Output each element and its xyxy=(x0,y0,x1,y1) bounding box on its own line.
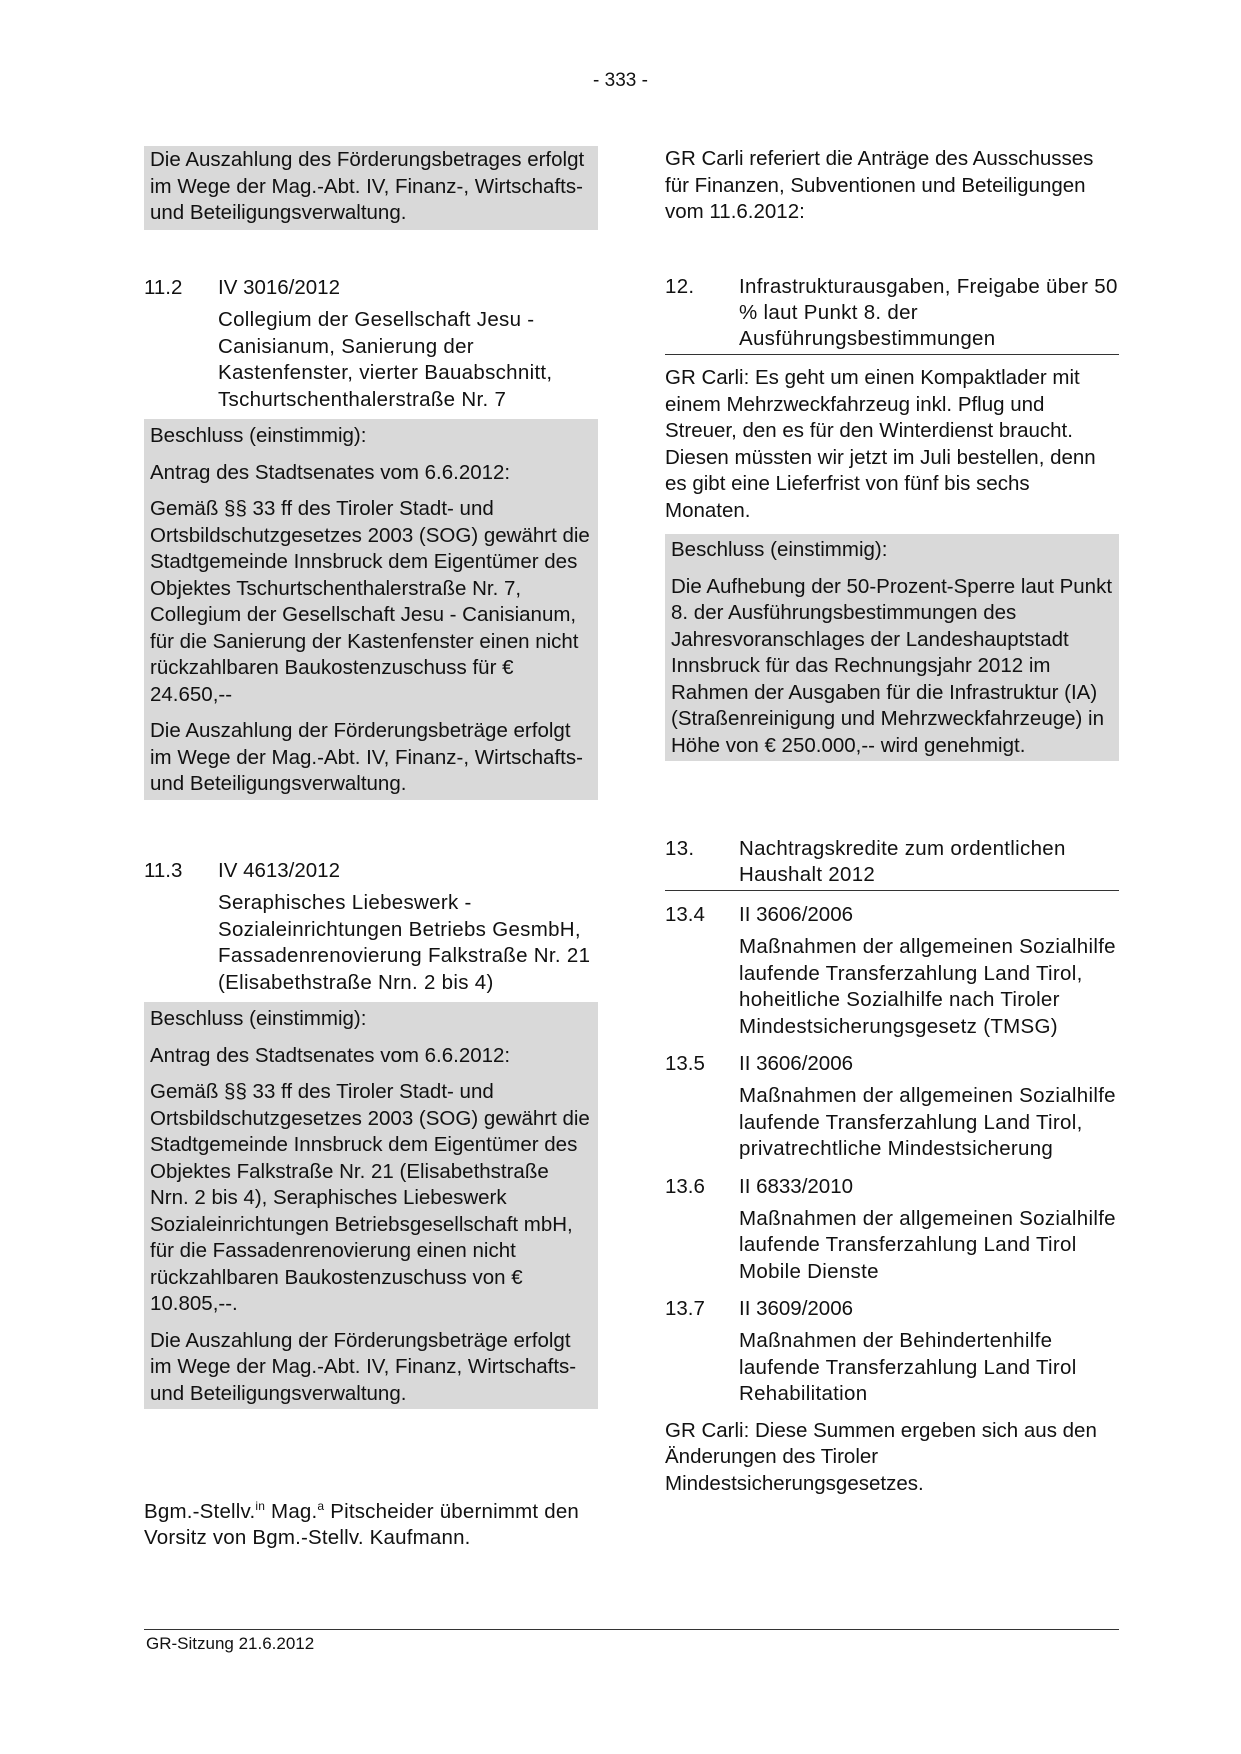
item-11-2-resolution-box xyxy=(144,419,598,800)
item-number: 11.3 xyxy=(144,859,183,882)
item-number: 13.6 xyxy=(665,1174,705,1198)
chair-sup-1: in xyxy=(255,1499,266,1513)
item-number: 13.7 xyxy=(665,1297,705,1320)
payout-text: Die Auszahlung der Förderungsbeträge erfolgt im Wege der Mag.-Abt. IV, Finanz, Wirtschafts- und Beteiligungsverwaltung. xyxy=(150,1328,577,1405)
right-intro xyxy=(665,146,1119,226)
motion-label: Antrag des Stadtsenates vom 6.6.2012: xyxy=(150,1043,511,1067)
footer-divider xyxy=(144,1629,1119,1630)
item-11-3-head xyxy=(144,857,598,884)
payout-text: Die Auszahlung der Förderungsbeträge erfolgt im Wege der Mag.-Abt. IV, Finanz-, Wirtschafts- und Beteiligungsverwaltung. xyxy=(150,719,583,795)
item-ref: II 6833/2010 xyxy=(739,1174,853,1198)
section-13-speech: GR Carli: Diese Summen ergeben sich aus den Änderungen des Tiroler Mindestsicherungsgesetzes. xyxy=(665,1418,1097,1495)
item-number: 13.4 xyxy=(665,903,705,926)
item-11-2-head xyxy=(144,274,598,301)
item-title: Seraphisches Liebeswerk - Sozialeinrichtungen Betriebs GesmbH, Fassadenrenovierung Falkstraße Nr. 21 (Elisabethstraße Nrn. 2 bis 4) xyxy=(218,891,591,994)
section-12-heading xyxy=(665,274,1119,355)
item-11-3 xyxy=(144,857,598,1409)
chair-text-3: Pitscheider übernimmt den Vorsitz von Bgm.-Stellv. Kaufmann. xyxy=(144,1499,580,1550)
item-number: 13.5 xyxy=(665,1052,705,1075)
section-title: Infrastrukturausgaben, Freigabe über 50 % laut Punkt 8. der Ausführungsbestimmungen xyxy=(739,275,1118,350)
item-title: Maßnahmen der Behindertenhilfe laufende Transferzahlung Land Tirol Rehabilitation xyxy=(739,1329,1077,1405)
item-ref: II 3606/2006 xyxy=(739,903,853,926)
motion-label: Antrag des Stadtsenates vom 6.6.2012: xyxy=(150,460,511,484)
item-title: Maßnahmen der allgemeinen Sozialhilfe laufende Transferzahlung Land Tirol, hoheitliche Sozialhilfe nach Tiroler Mindestsicherungsgesetz (TMSG) xyxy=(739,935,1116,1038)
chair-text-1: Bgm.-Stellv. xyxy=(144,1499,256,1523)
item-11-3-resolution-box xyxy=(144,1002,598,1409)
chair-change-note xyxy=(144,1493,598,1552)
resolution-label: Beschluss (einstimmig): xyxy=(150,1007,367,1030)
section-13-heading xyxy=(665,836,1119,891)
chair-text-2: Mag. xyxy=(265,1499,318,1523)
left-intro-payout-text: Die Auszahlung des Förderungsbetrages erfolgt im Wege der Mag.-Abt. IV, Finanz-, Wirtschafts- und Beteiligungsverwaltung. xyxy=(150,148,585,224)
section-number: 12. xyxy=(665,275,695,298)
list-item xyxy=(665,1050,1119,1163)
section-number: 13. xyxy=(665,837,695,860)
section-12-speech: GR Carli: Es geht um einen Kompaktlader mit einem Mehrzweckfahrzeug inkl. Pflug und Streuer, den es für den Winterdienst braucht. Diesen müssten wir jetzt im Juli bestellen, denn es gibt eine Lieferfrist von fünf bis sechs Monaten. xyxy=(665,366,1096,522)
item-ref: IV 3016/2012 xyxy=(218,276,340,299)
item-title: Maßnahmen der allgemeinen Sozialhilfe laufende Transferzahlung Land Tirol Mobile Dienste xyxy=(739,1206,1116,1283)
item-title: Maßnahmen der allgemeinen Sozialhilfe laufende Transferzahlung Land Tirol, privatrechtliche Mindestsicherung xyxy=(739,1084,1116,1160)
page-number: - 333 - xyxy=(593,70,648,91)
right-intro-text: GR Carli referiert die Anträge des Ausschusses für Finanzen, Subventionen und Beteiligungen vom 11.6.2012: xyxy=(665,147,1094,223)
item-11-2 xyxy=(144,274,598,800)
resolution-body: Gemäß §§ 33 ff des Tiroler Stadt- und Ortsbildschutzgesetzes 2003 (SOG) gewährt die Stadtgemeinde Innsbruck dem Eigentümer des Objektes Falkstraße Nr. 21 (Elisabethstraße Nrn. 2 bis 4), Seraphisches Liebeswerk Sozialeinrichtungen Betriebsgesellschaft mbH, für die Fassadenrenovierung einen nicht rückzahlbaren Baukostenzuschuss von € 10.805,--. xyxy=(150,1080,590,1315)
chair-sup-2: a xyxy=(317,1499,325,1513)
resolution-body: Die Aufhebung der 50-Prozent-Sperre laut Punkt 8. der Ausführungsbestimmungen des Jahresvoranschlages der Landeshauptstadt Innsbruck für das Rechnungsjahr 2012 im Rahmen der Ausgaben für die Infrastruktur (IA) (Straßenreinigung und Mehrzweckfahrzeuge) in Höhe von € 250.000,-- wird genehmigt. xyxy=(671,574,1113,757)
left-intro-payout-box xyxy=(144,146,598,230)
list-item xyxy=(665,1173,1119,1286)
item-ref: IV 4613/2012 xyxy=(218,859,340,882)
item-ref: II 3609/2006 xyxy=(739,1297,853,1320)
item-ref: II 3606/2006 xyxy=(739,1052,853,1075)
list-item xyxy=(665,901,1119,1040)
section-12 xyxy=(665,274,1119,761)
item-number: 11.2 xyxy=(144,276,183,299)
item-title: Collegium der Gesellschaft Jesu - Canisianum, Sanierung der Kastenfenster, vierter Bauabschnitt, Tschurtschenthalerstraße Nr. 7 xyxy=(218,308,553,411)
section-title: Nachtragskredite zum ordentlichen Haushalt 2012 xyxy=(739,837,1066,886)
resolution-body: Gemäß §§ 33 ff des Tiroler Stadt- und Ortsbildschutzgesetzes 2003 (SOG) gewährt die Stadtgemeinde Innsbruck dem Eigentümer des Objektes Tschurtschenthalerstraße Nr. 7, Collegium der Gesellschaft Jesu - Canisianum, für die Sanierung der Kastenfenster einen nicht rückzahlbaren Baukostenzuschuss für € 24.650,-- xyxy=(150,497,590,706)
footer-text: GR-Sitzung 21.6.2012 xyxy=(146,1634,315,1653)
section-13 xyxy=(665,836,1119,1497)
resolution-label: Beschluss (einstimmig): xyxy=(150,424,367,447)
section-12-resolution-box xyxy=(665,534,1119,761)
list-item xyxy=(665,1295,1119,1408)
resolution-label: Beschluss (einstimmig): xyxy=(671,538,888,561)
